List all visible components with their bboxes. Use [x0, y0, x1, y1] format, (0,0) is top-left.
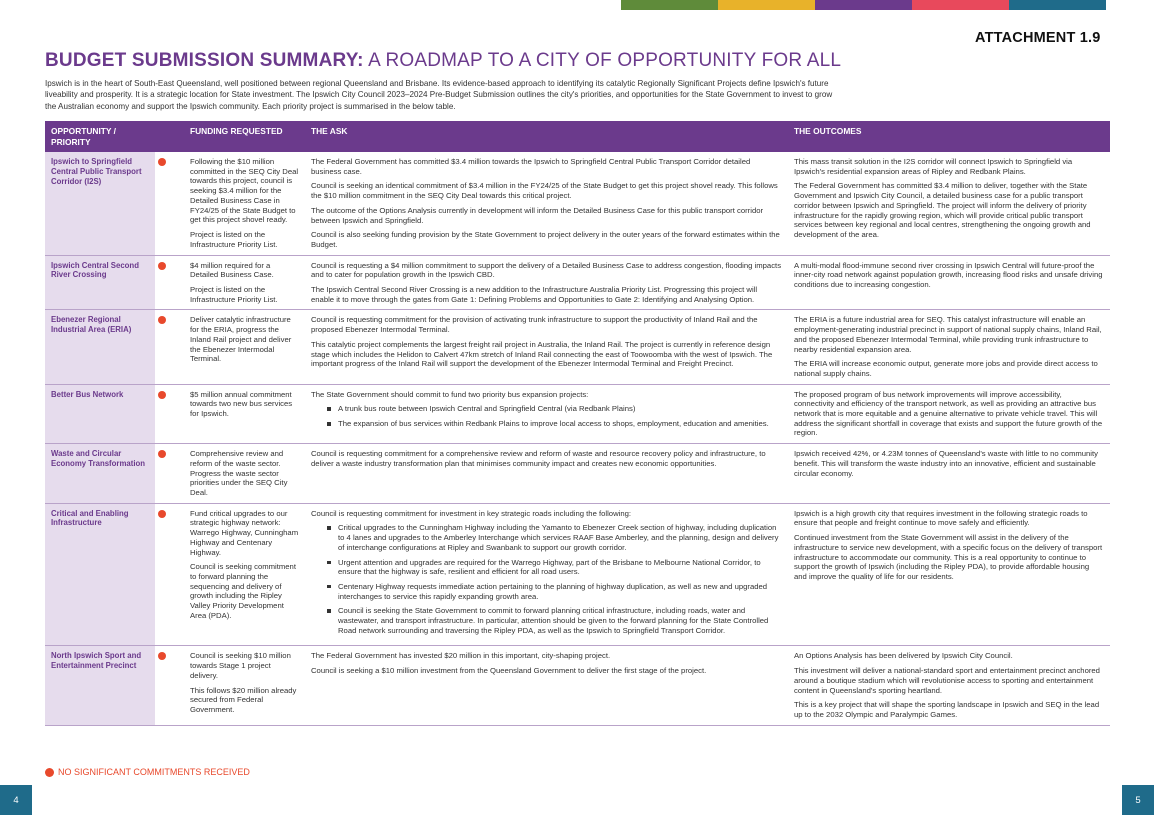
- outcomes-cell: [788, 384, 1110, 444]
- outcomes-cell: [788, 503, 1110, 646]
- outcomes-cell: [788, 255, 1110, 310]
- status-dot-icon: [158, 316, 166, 324]
- legend: [45, 767, 250, 777]
- list-item: Critical upgrades to the Cunningham Highway including the Yamanto to Ebenezer Creek section of highway, including duplication to 4 lanes and upgrades to the Amberley Interchange which services RAAF Base Amberley, and the planning, design and delivery of interchange configurations at Ripley and Swanbank to support our growth corridor.: [311, 523, 782, 552]
- cell-paragraph: An Options Analysis has been delivered by Ipswich City Council.: [794, 651, 1013, 661]
- cell-paragraph: Following the $10 million committed in the SEQ City Deal towards this project, council is seeking $3.4 million for the Detailed Business Case in FY24/25 of the State Budget to get this project shovel ready.: [190, 157, 299, 225]
- table-row: [45, 152, 1110, 255]
- ask-bullet-list: [311, 404, 782, 428]
- status-dot-icon: [158, 158, 166, 166]
- color-bar-segment: [815, 0, 912, 10]
- attachment-label: ATTACHMENT 1.9: [975, 30, 1101, 46]
- outcomes-cell: [788, 152, 1110, 255]
- funding-cell: [184, 152, 305, 255]
- cell-paragraph: Council is seeking an identical commitment of $3.4 million in the FY24/25 of the State Budget to get this project shovel ready. This follows the $10 million commitment in the SEQ City Deal towards this critical project.: [311, 181, 778, 201]
- status-dot-icon: [158, 510, 166, 518]
- cell-paragraph: Project is listed on the Infrastructure Priority List.: [190, 285, 278, 304]
- intro-paragraph: Ipswich is in the heart of South-East Queensland, well positioned between regional Queensland and Brisbane. Its evidence-based approach to identifying its catalytic Regionally Significant Projects define Ipswich's future liveability and prosperity. It is a strategic location for State investment. The Ipswich City Council 2023–2024 Pre-Budget Submission outlines the city's priorities, and opportunities for the State Government to invest to grow the Australian economy and support the Ipswich community. Each priority project is summarised in the below table.: [45, 79, 833, 111]
- page-number-right: 5: [1122, 785, 1154, 815]
- ask-cell: [305, 503, 788, 646]
- cell-paragraph: Fund critical upgrades to our strategic highway network: Warrego Highway, Cunningham Highway and Centenary Highway.: [190, 508, 299, 557]
- color-bar: [621, 0, 1106, 10]
- priority-name: Ebenezer Regional Industrial Area (ERIA): [45, 310, 155, 384]
- priority-name: Critical and Enabling Infrastructure: [45, 503, 155, 646]
- funding-cell: [184, 310, 305, 384]
- priority-name: Ipswich Central Second River Crossing: [45, 255, 155, 310]
- color-bar-segment: [912, 0, 1009, 10]
- cell-paragraph: Council is seeking $10 million towards Stage 1 project delivery.: [190, 651, 291, 680]
- table-row: [45, 503, 1110, 646]
- cell-paragraph: Council is requesting commitment for a comprehensive review and reform of waste and resource recovery policy and infrastructure, to deliver a waste industry transformation plan that minimises community impact and creates new economic opportunities.: [311, 449, 766, 468]
- table-header-row: [45, 121, 1110, 152]
- cell-paragraph: Council is seeking a $10 million investment from the Queensland Government to deliver the first stage of the project.: [311, 666, 707, 676]
- cell-paragraph: Council is seeking commitment to forward planning the sequencing and delivery of growth including the Ripley Valley Priority Development Area (PDA).: [190, 562, 296, 620]
- cell-paragraph: The Federal Government has committed $3.4 million to deliver, together with the State Government and Ipswich City Council, a detailed business case for a public transport corridor between Ipswich and Springfield. The project will inform the delivery of priority infrastructure for the rapidly growing region, which will provide critical public transport services between key regional and local centres, strengthening the ongoing growth and development of the area.: [794, 181, 1091, 239]
- priority-name: North Ipswich Sport and Entertainment Precinct: [45, 646, 155, 725]
- funding-cell: [184, 503, 305, 646]
- priority-name: Ipswich to Springfield Central Public Transport Corridor (I2S): [45, 152, 155, 255]
- header-funding: FUNDING REQUESTED: [184, 121, 305, 152]
- cell-paragraph: This catalytic project complements the largest freight rail project in Australia, the Inland Rail. The project is currently in reference design stage which includes the Helidon to Calvert 47km stretch of Inland Rail connecting the east of Toowoomba with the west of Ipswich. The important progress of the Inland Rail will support the development of the Ebenezer Intermodal Terminal and Freight Precinct.: [311, 339, 773, 369]
- cell-paragraph: Council is also seeking funding provision by the State Government to project delivery in the outer years of the forward estimates within the Budget.: [311, 230, 780, 249]
- table-body: [45, 152, 1110, 725]
- page-title: [45, 50, 841, 72]
- funding-cell: [184, 255, 305, 310]
- header-opportunity: OPPORTUNITY / PRIORITY: [45, 121, 155, 152]
- cell-paragraph: Ipswich is a high growth city that requires investment in the following strategic roads to ensure that people and freight continue to move safely and efficiently.: [794, 508, 1088, 528]
- list-item: A trunk bus route between Ipswich Central and Springfield Central (via Redbank Plains): [311, 404, 782, 414]
- status-cell: [155, 444, 184, 504]
- status-cell: [155, 255, 184, 310]
- status-dot-icon: [158, 450, 166, 458]
- priority-name: Waste and Circular Economy Transformation: [45, 444, 155, 504]
- ask-cell: [305, 310, 788, 384]
- table-row: [45, 646, 1110, 725]
- ask-cell: [305, 444, 788, 504]
- table-row: [45, 255, 1110, 310]
- table-row: [45, 310, 1110, 384]
- cell-paragraph: This mass transit solution in the I2S corridor will connect Ipswich to Springfield via Ipswich's residential expansion areas of Ripley and Redbank Plains.: [794, 157, 1073, 176]
- ask-cell: [305, 152, 788, 255]
- cell-paragraph: The ERIA will increase economic output, generate more jobs and provide direct access to national supply chains.: [794, 359, 1098, 378]
- status-cell: [155, 384, 184, 444]
- summary-table: [45, 121, 1110, 726]
- outcomes-cell: [788, 310, 1110, 384]
- cell-paragraph: $5 million annual commitment towards two new bus services for Ipswich.: [190, 389, 293, 419]
- cell-paragraph: The ERIA is a future industrial area for SEQ. This catalyst infrastructure will enable an employment-generating industrial precinct in support of national supply chains, Inland Rail, and the proposed Ebenezer Intermodal Terminal, while providing trunk infrastructure to nearby residential expansion area.: [794, 315, 1102, 354]
- cell-paragraph: Council is requesting commitment for investment in key strategic roads including the following:: [311, 508, 632, 518]
- cell-paragraph: The outcome of the Options Analysis currently in development will inform the Detailed Business Case for this public transport corridor between Ipswich and Springfield.: [311, 205, 764, 225]
- status-dot-icon: [45, 768, 54, 777]
- status-dot-icon: [158, 262, 166, 270]
- cell-paragraph: Ipswich received 42%, or 4.23M tonnes of Queensland's waste with little to no community benefit. This will transform the waste industry into an innovative, efficient and sustainable circular economy.: [794, 449, 1098, 478]
- cell-paragraph: $4 million required for a Detailed Business Case.: [190, 260, 274, 280]
- funding-cell: [184, 384, 305, 444]
- cell-paragraph: The Federal Government has committed $3.4 million towards the Ipswich to Springfield Central Public Transport Corridor detailed business case.: [311, 157, 751, 176]
- cell-paragraph: This follows $20 million already secured from Federal Government.: [190, 685, 297, 714]
- ask-cell: [305, 646, 788, 725]
- ask-cell: [305, 384, 788, 444]
- cell-paragraph: Continued investment from the State Government will assist in the delivery of the infrastructure to service new development, with a specific focus on the delivery of transport infrastructure to accommodate our community. This is a real opportunity to continue to support the growth of Ipswich (including the Ripley PDA), to provide affordable housing and improve the quality of life for our residents.: [794, 533, 1103, 581]
- table-row: [45, 444, 1110, 504]
- status-cell: [155, 503, 184, 646]
- ask-cell: [305, 255, 788, 310]
- status-cell: [155, 310, 184, 384]
- status-cell: [155, 646, 184, 725]
- list-item: Council is seeking the State Government to commit to forward planning critical infrastructure, including roads, water and wastewater, and transport infrastructure. In particular, attention should be given to the forward planning for the State Controlled Road network surrounding and traversing the Ripley PDA, as well as the Ipswich to Springfield Transport Corridor.: [311, 606, 782, 635]
- cell-paragraph: Council is requesting commitment for the provision of activating trunk infrastructure to support the productivity of Inland Rail and the proposed Ebenezer Intermodal Terminal.: [311, 315, 758, 335]
- page-number-left: 4: [0, 785, 32, 815]
- title-bold: BUDGET SUBMISSION SUMMARY:: [45, 50, 364, 71]
- cell-paragraph: The Ipswich Central Second River Crossing is a new addition to the Infrastructure Australia Priority List. Progressing this project will enable it to move through the gates from Gate 1: Defining Problems and Opportunities to Gate 2: Identifying and Analysing Option.: [311, 285, 758, 304]
- header-outcomes: THE OUTCOMES: [788, 121, 1110, 152]
- ask-bullet-list: [311, 523, 782, 635]
- cell-paragraph: Comprehensive review and reform of the waste sector. Progress the waste sector priorities under the SEQ City Deal.: [190, 449, 288, 497]
- outcomes-cell: [788, 444, 1110, 504]
- table-row: [45, 384, 1110, 444]
- cell-paragraph: A multi-modal flood-immune second river crossing in Ipswich Central will future-proof the inner-city road network against population growth, increasing flood risks and unsafe driving conditions due to increasing congestion.: [794, 260, 1103, 290]
- cell-paragraph: The Federal Government has invested $20 million in this important, city-shaping project.: [311, 651, 611, 661]
- title-rest: A ROADMAP TO A CITY OF OPPORTUNITY FOR ALL: [368, 50, 842, 71]
- status-dot-icon: [158, 391, 166, 399]
- cell-paragraph: This investment will deliver a national-standard sport and entertainment precinct anchored around a boutique stadium which will revolutionise access to sporting and entertainment content in Queensland's sporting heartland.: [794, 666, 1100, 695]
- header-spacer: [155, 121, 184, 152]
- color-bar-segment: [621, 0, 718, 10]
- cell-paragraph: Project is listed on the Infrastructure Priority List.: [190, 229, 278, 249]
- priority-name: Better Bus Network: [45, 384, 155, 444]
- outcomes-cell: [788, 646, 1110, 725]
- cell-paragraph: The State Government should commit to fund two priority bus expansion projects:: [311, 389, 589, 399]
- list-item: The expansion of bus services within Redbank Plains to improve local access to shops, employment, education and amenities.: [311, 419, 782, 429]
- legend-label: NO SIGNIFICANT COMMITMENTS RECEIVED: [58, 767, 250, 777]
- list-item: Urgent attention and upgrades are required for the Warrego Highway, part of the Brisbane to Melbourne National Corridor, to ensure that the highway is safe, resilient and efficient for all road users.: [311, 558, 782, 577]
- status-dot-icon: [158, 652, 166, 660]
- cell-paragraph: This is a key project that will shape the sporting landscape in Ipswich and SEQ in the lead up to the 2032 Olympic and Paralympic Games.: [794, 700, 1100, 719]
- color-bar-segment: [718, 0, 815, 10]
- funding-cell: [184, 444, 305, 504]
- header-ask: THE ASK: [305, 121, 788, 152]
- list-item: Centenary Highway requests immediate action pertaining to the planning of highway duplication, as well as new and upgraded interchanges to service this rapidly expanding growth area.: [311, 582, 782, 601]
- cell-paragraph: Deliver catalytic infrastructure for the ERIA, progress the Inland Rail project and deliver the Ebenezer Intermodal Terminal.: [190, 315, 292, 364]
- status-cell: [155, 152, 184, 255]
- color-bar-segment: [1009, 0, 1106, 10]
- funding-cell: [184, 646, 305, 725]
- cell-paragraph: The proposed program of bus network improvements will improve accessibility, connectivity and efficiency of the transport network, as well as providing an attractive bus network that is more equitable and a genuine alternative to private vehicle travel. This will address the significant shortfall in coverage that exists and support the future growth of the region.: [794, 389, 1103, 438]
- cell-paragraph: Council is requesting a $4 million commitment to support the delivery of a Detailed Business Case to address congestion, flooding impacts and to cater for population growth in the Ipswich CBD.: [311, 260, 782, 280]
